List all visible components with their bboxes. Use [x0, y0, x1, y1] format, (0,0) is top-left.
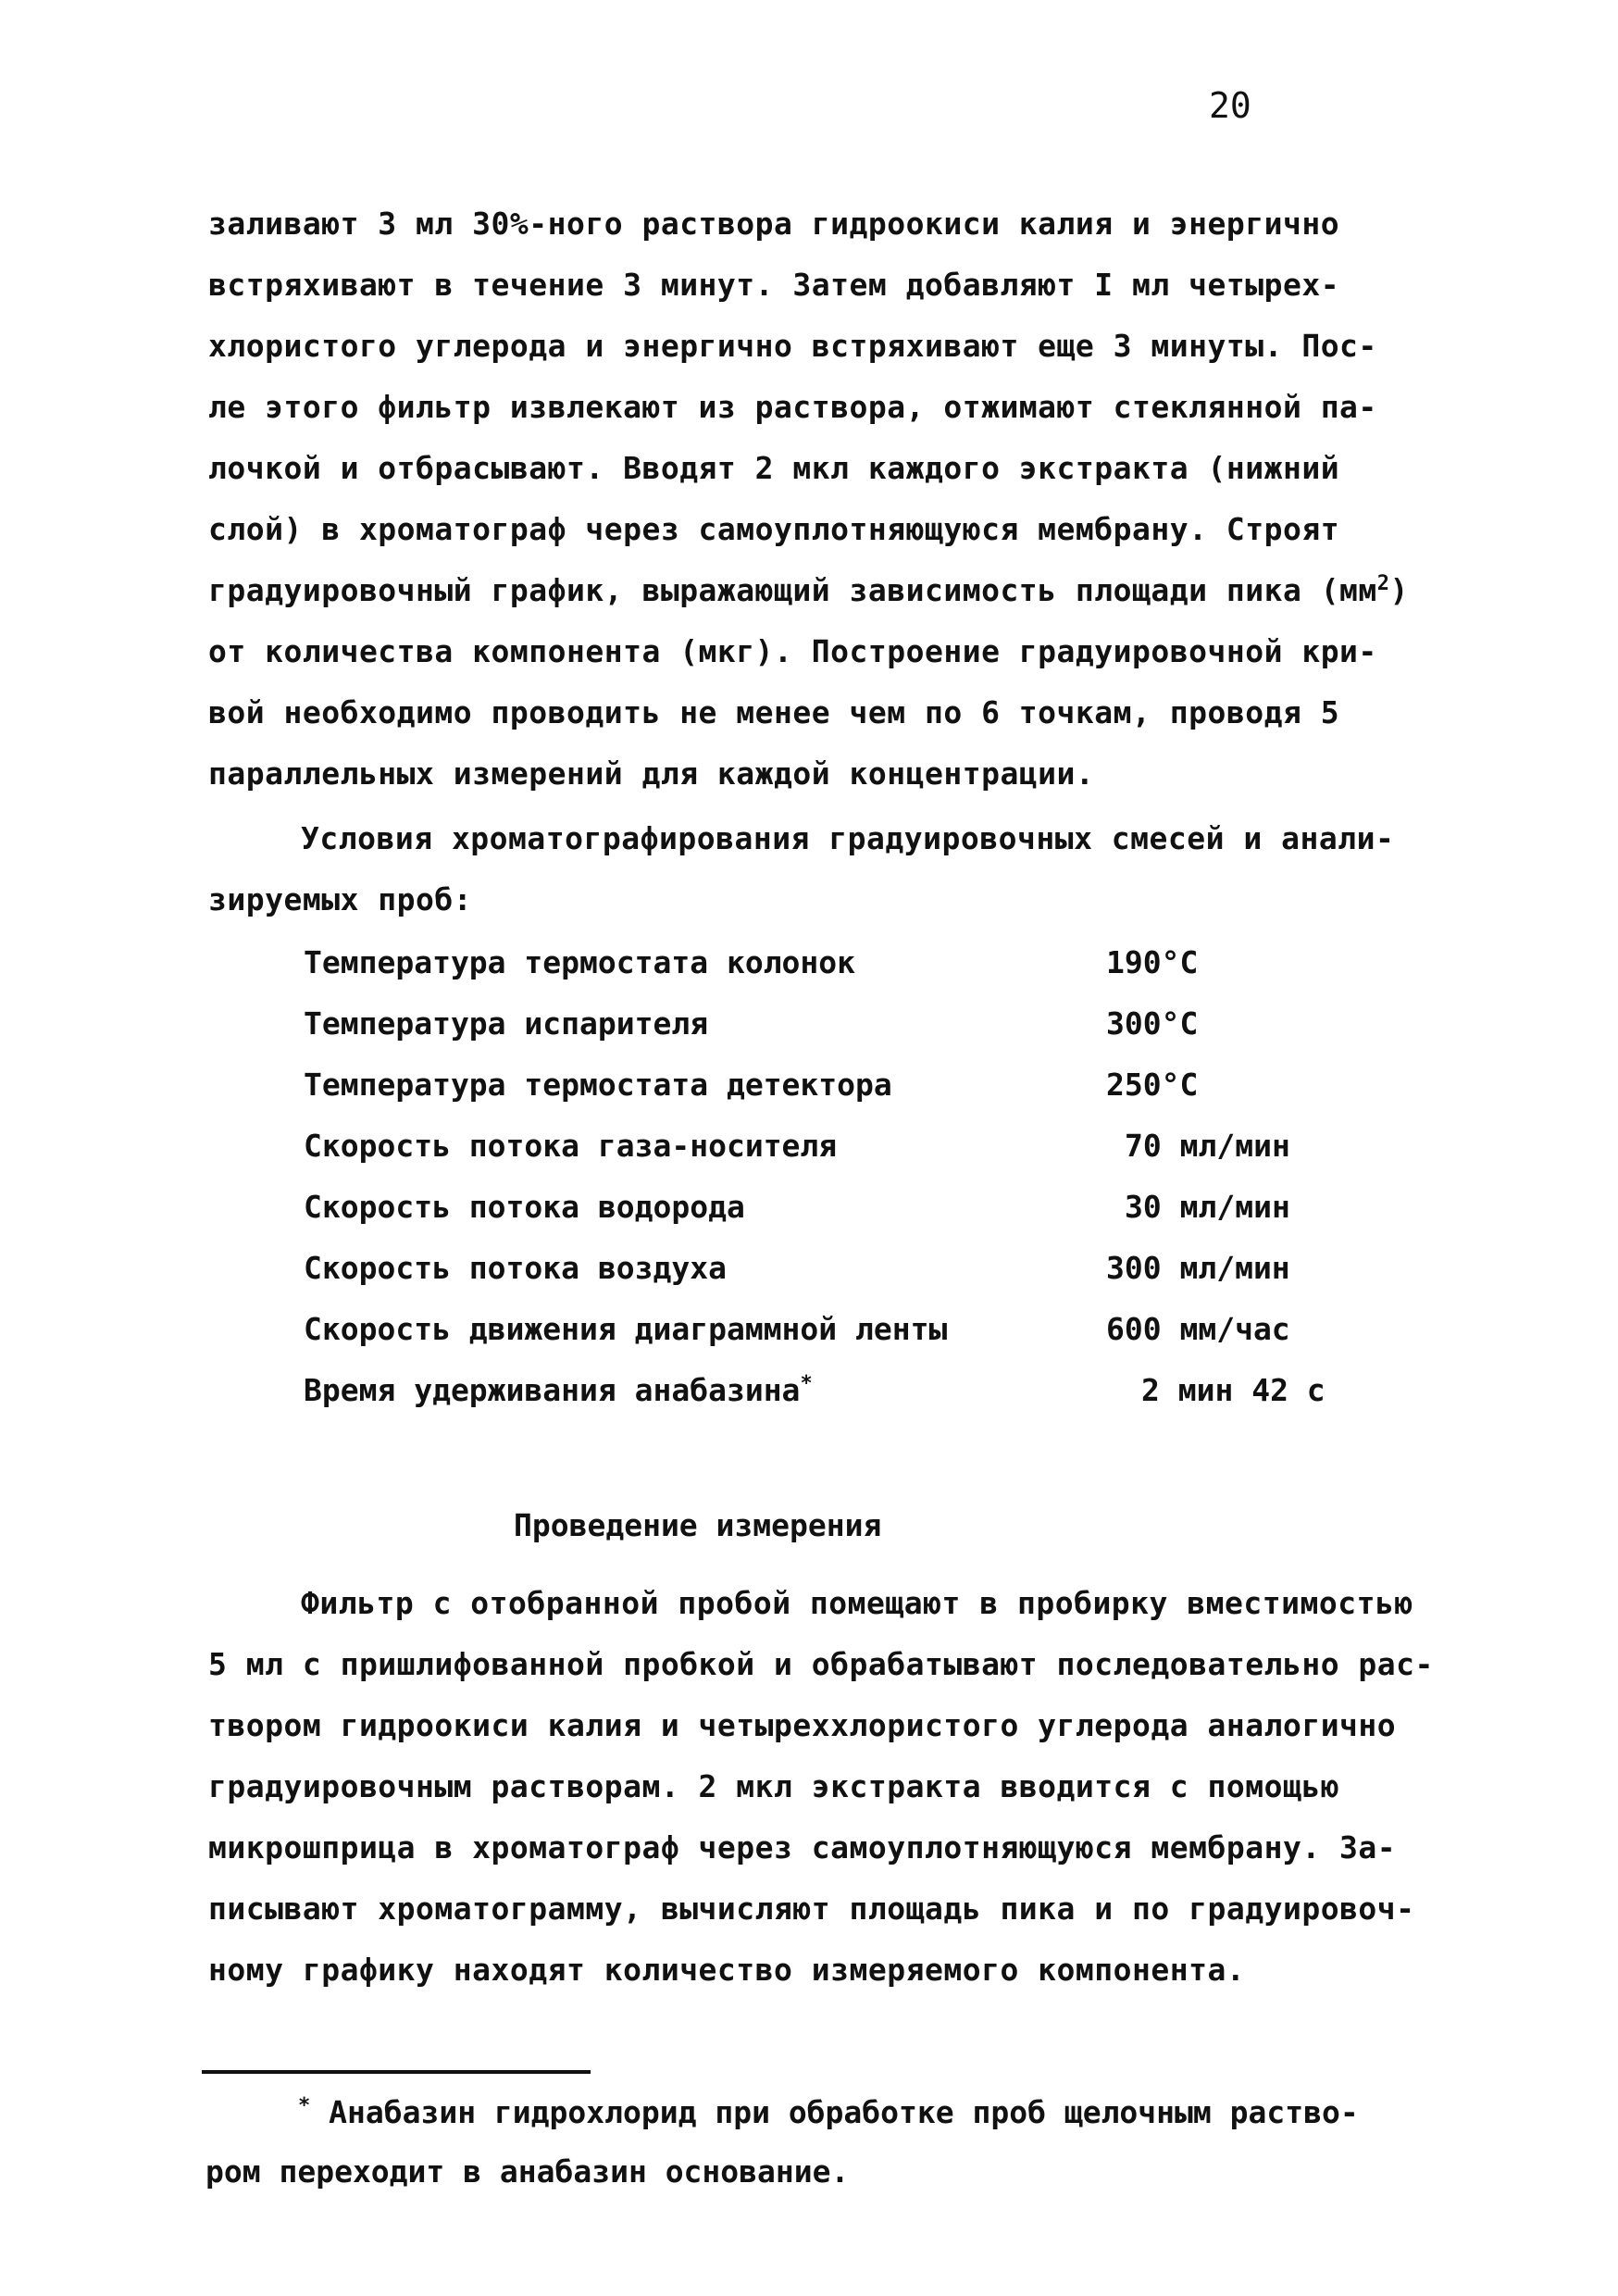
paragraph-line: ле этого фильтр извлекают из раствора, отжимают стеклянной па- [208, 389, 1377, 425]
paragraph-line: ному графику находят количество измеряемого компонента. [208, 1952, 1246, 1988]
paragraph-line: 5 мл с пришлифованной пробкой и обрабатывают последовательно рас- [208, 1646, 1434, 1682]
paragraph-line: Фильтр с отобранной пробой помещают в пробирку вместимостью [301, 1585, 1413, 1621]
footnote-text: Анабазин гидрохлорид при обработке проб щелочным раство- [329, 2094, 1359, 2130]
condition-label: Температура термостата колонок [304, 944, 856, 980]
paragraph-line: твором гидроокиси калия и четыреххлористого углерода аналогично [208, 1707, 1397, 1743]
paragraph-line-with-superscript [208, 572, 1409, 608]
closing-paren: ) [1389, 572, 1409, 608]
condition-value: 70 мл/мин [1125, 1128, 1290, 1164]
condition-value: 2 мин 42 с [1141, 1372, 1326, 1408]
paragraph-line: от количества компонента (мкг). Построение градуировочной кри- [208, 633, 1377, 669]
condition-value: 600 мм/час [1106, 1311, 1290, 1347]
condition-value: 300°С [1106, 1005, 1199, 1042]
paragraph-line: слой) в хроматограф через самоуплотняющуюся мембрану. Строят [208, 511, 1340, 547]
footnote-line: ром переходит в анабазин основание. [205, 2153, 850, 2190]
paragraph-line: Условия хроматографирования градуировочных смесей и анали- [301, 820, 1395, 856]
paragraph-line: параллельных измерений для каждой концентрации. [208, 755, 1095, 792]
paragraph-line: писывают хроматограмму, вычисляют площадь пика и по градуировоч- [208, 1890, 1415, 1927]
paragraph-line: заливают 3 мл 30%-ного раствора гидроокиси калия и энергично [208, 206, 1340, 242]
condition-label-with-asterisk [304, 1372, 813, 1408]
condition-value: 190°С [1106, 944, 1199, 980]
section-heading: Проведение измерения [514, 1507, 882, 1543]
condition-value: 250°С [1106, 1067, 1199, 1103]
condition-label: Скорость потока газа-носителя [304, 1128, 838, 1164]
paragraph-line: вой необходимо проводить не менее чем по 6 точкам, проводя 5 [208, 694, 1340, 730]
condition-label: Скорость потока воздуха [304, 1250, 727, 1286]
condition-label: Скорость потока водорода [304, 1189, 745, 1225]
page-number: 20 [1209, 85, 1251, 126]
condition-label: Скорость движения диаграммной ленты [304, 1311, 948, 1347]
condition-label: Температура испарителя [304, 1005, 709, 1042]
paragraph-line: микрошприца в хроматограф через самоуплотняющуюся мембрану. За- [208, 1829, 1397, 1866]
asterisk-mark: * [298, 2094, 311, 2117]
paragraph-line-text: градуировочный график, выражающий зависимость площади пика (мм [208, 572, 1377, 608]
paragraph-line: зируемых проб: [208, 881, 473, 917]
paragraph-line: лочкой и отбрасывают. Вводят 2 мкл каждого экстракта (нижний [208, 450, 1340, 486]
condition-label: Время удерживания анабазина [304, 1372, 801, 1408]
paragraph-line: встряхивают в течение 3 минут. Затем добавляют I мл четырех- [208, 267, 1340, 303]
paragraph-line: хлористого углерода и энергично встряхивают еще 3 минуты. Пос- [208, 328, 1377, 364]
paragraph-line: градуировочным растворам. 2 мкл экстракта вводится с помощью [208, 1768, 1340, 1804]
footnote-line [298, 2094, 1359, 2130]
asterisk-mark: * [800, 1372, 813, 1395]
condition-value: 300 мл/мин [1106, 1250, 1290, 1286]
condition-value: 30 мл/мин [1125, 1189, 1290, 1225]
superscript-two: 2 [1376, 572, 1390, 595]
condition-label: Температура термостата детектора [304, 1067, 892, 1103]
footnote-divider [202, 2070, 591, 2074]
